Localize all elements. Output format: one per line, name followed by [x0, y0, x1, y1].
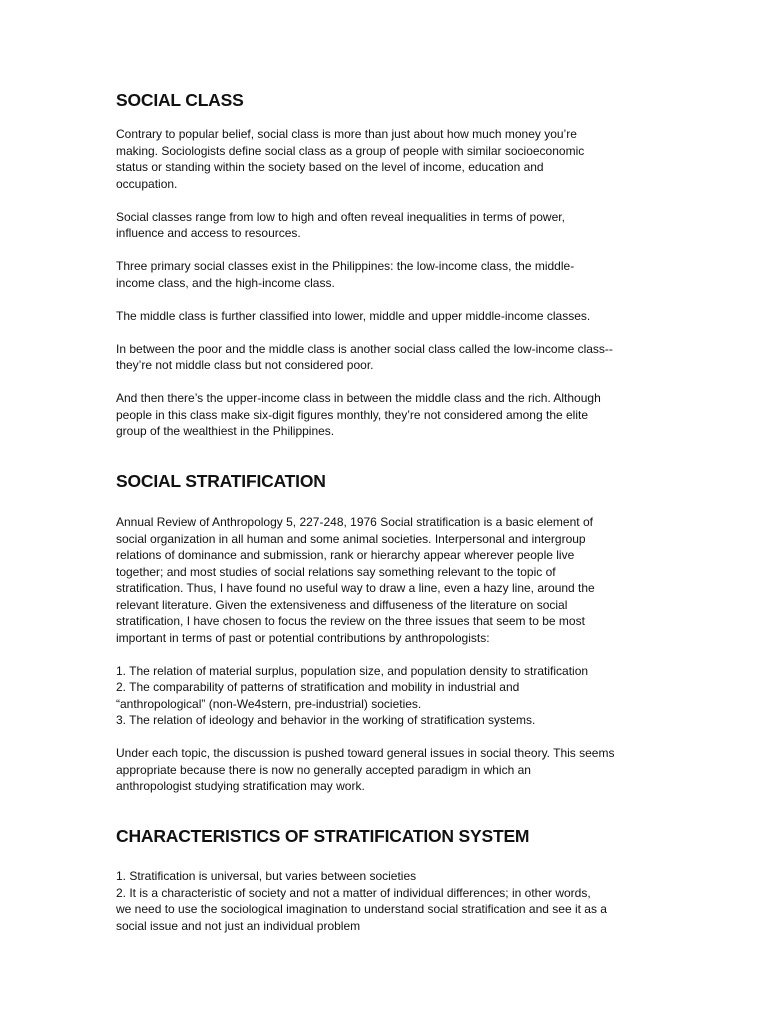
- numbered-list: 1. Stratification is universal, but varies between societies 2. It is a characteristic of society and not a matter of individual differences; in other words, we need to use the sociological imagination to understand social stratification and see it as a social issue and not just an individual problem: [116, 869, 607, 933]
- paragraph: Three primary social classes exist in the Philippines: the low-income class, the middle- income class, and the high-income class.: [116, 259, 575, 290]
- paragraph: Contrary to popular belief, social class is more than just about how much money you’re making. Sociologists define social class as a group of people with similar socioeconomic status or standing within the society based on the level of income, education and occupation.: [116, 127, 585, 191]
- numbered-list: 1. The relation of material surplus, population size, and population density to stratification 2. The comparability of patterns of stratification and mobility in industrial and “anthropological” (non-We4stern, pre-industrial) societies. 3. The relation of ideology and behavior in the working of stratification systems.: [116, 663, 589, 727]
- heading-characteristics: CHARACTERISTICS OF STRATIFICATION SYSTEM: [116, 826, 530, 846]
- section-social-class-body: [116, 126, 656, 440]
- heading-social-stratification: SOCIAL STRATIFICATION: [116, 471, 326, 491]
- paragraph: Social classes range from low to high and often reveal inequalities in terms of power, influence and access to resources.: [116, 209, 565, 240]
- section-social-stratification-body: [116, 514, 656, 795]
- paragraph: And then there’s the upper-income class in between the middle class and the rich. Although people in this class make six-digit figures monthly, they’re not considered among the elite group of the wealthiest in the Philippines.: [116, 391, 601, 438]
- paragraph: In between the poor and the middle class is another social class called the low-income class-- they’re not middle class but not considered poor.: [116, 341, 613, 372]
- paragraph: Under each topic, the discussion is pushed toward general issues in social theory. This seems appropriate because there is now no generally accepted paradigm in which an anthropologist studying stratification may work.: [116, 746, 615, 793]
- paragraph: Annual Review of Anthropology 5, 227-248, 1976 Social stratification is a basic element of social organization in all human and some animal societies. Interpersonal and intergroup relations of dominance and submission, rank or hierarchy appear wherever people live together; and most studies of social relations say something relevant to the topic of stratification. Thus, I have found no useful way to draw a line, even a hazy line, around the relevant literature. Given the extensiveness and diffuseness of the literature on social stratification, I have chosen to focus the review on the three issues that seem to be most important in terms of past or potential contributions by anthropologists:: [116, 515, 595, 645]
- section-characteristics-body: [116, 868, 656, 934]
- heading-social-class: SOCIAL CLASS: [116, 90, 244, 110]
- paragraph: The middle class is further classified into lower, middle and upper middle-income classes.: [116, 308, 591, 323]
